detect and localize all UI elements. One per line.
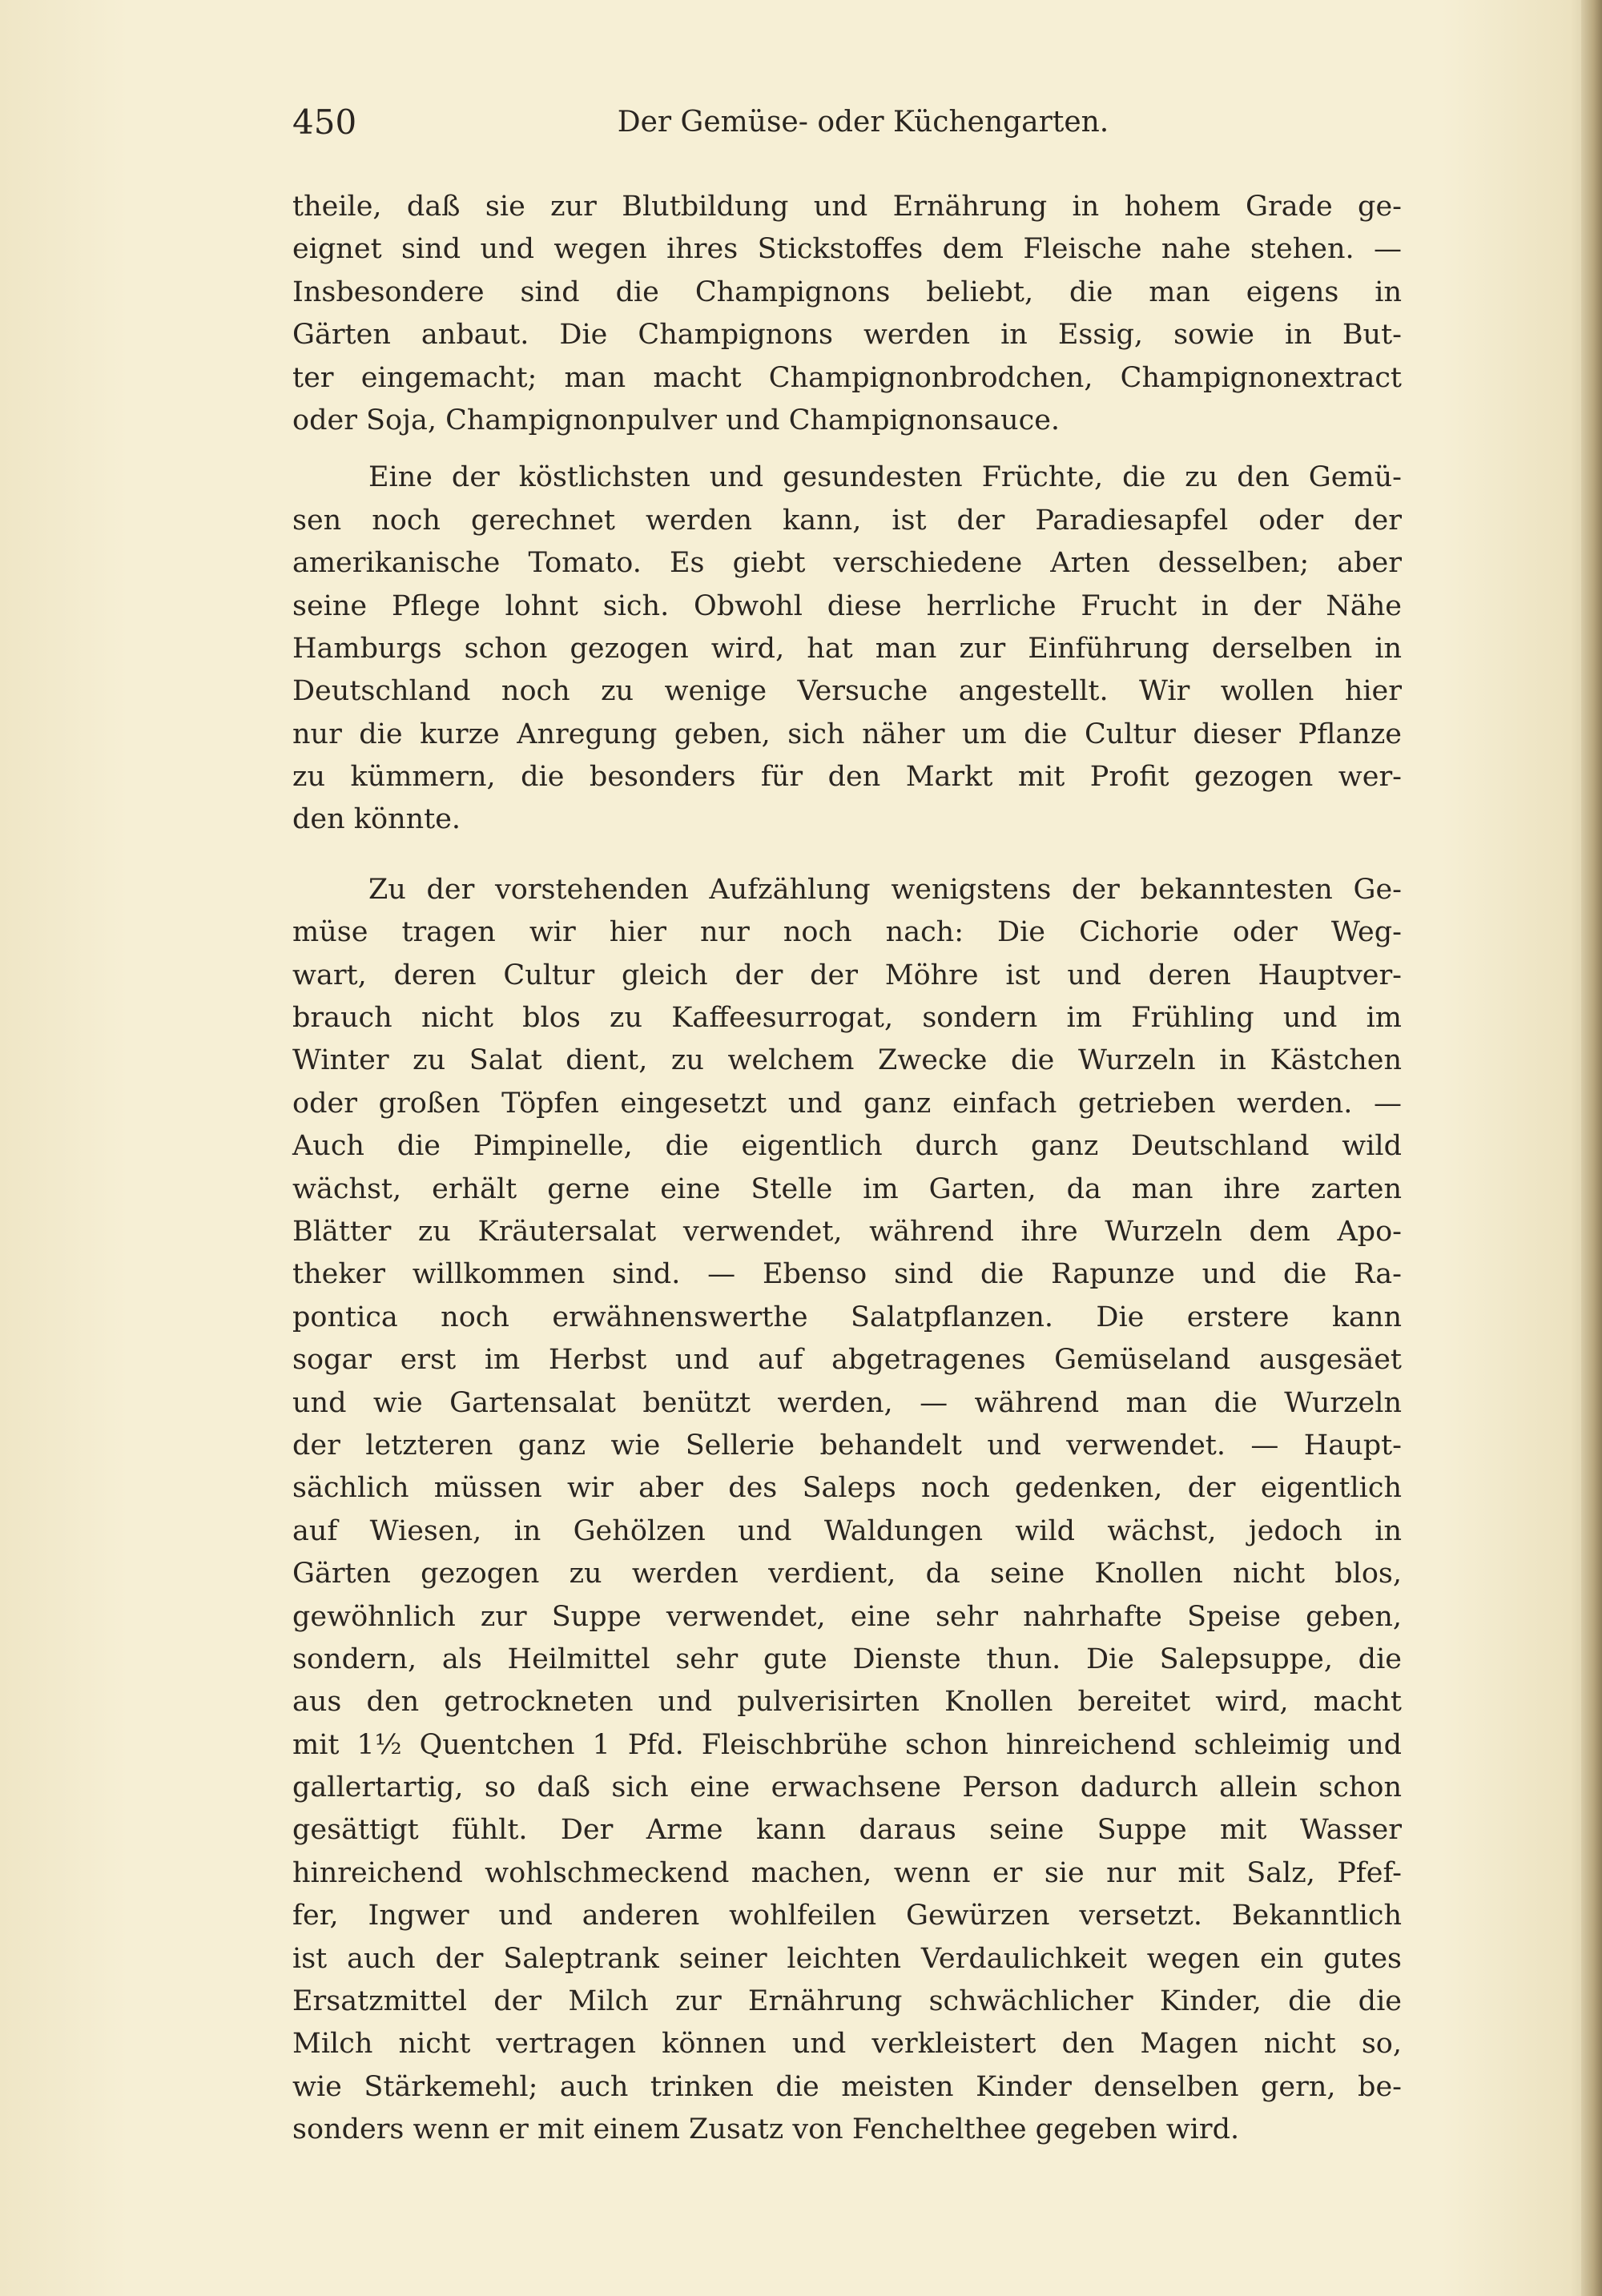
text-line: Deutschland noch zu wenige Versuche angestellt. Wir wollen hier	[292, 675, 1402, 708]
text-line: gallertartig, so daß sich eine erwachsene Person dadurch allein schon	[292, 1771, 1402, 1804]
text-line: oder Soja, Champignonpulver und Champignonsauce.	[292, 404, 1061, 436]
text-line: sondern, als Heilmittel sehr gute Dienste thun. Die Salepsuppe, die	[292, 1643, 1402, 1675]
text-line: oder großen Töpfen eingesetzt und ganz einfach getrieben werden. —	[292, 1087, 1402, 1120]
text-line: seine Pflege lohnt sich. Obwohl diese herrliche Frucht in der Nähe	[292, 589, 1402, 622]
text-line: aus den getrockneten und pulverisirten Knollen bereitet wird, macht	[292, 1686, 1402, 1719]
paragraph	[292, 456, 1402, 842]
text-line: sogar erst im Herbst und auf abgetragenes Gemüseland ausgesäet	[292, 1344, 1402, 1377]
text-line: Blätter zu Kräutersalat verwendet, während ihre Wurzeln dem Apo-	[292, 1215, 1402, 1248]
text-line: pontica noch erwähnenswerthe Salatpflanzen. Die erstere kann	[292, 1301, 1402, 1333]
text-line: eignet sind und wegen ihres Stickstoffes dem Fleische nahe stehen. —	[292, 233, 1402, 266]
text-line: Hamburgs schon gezogen wird, hat man zur Einführung derselben in	[292, 632, 1402, 665]
text-line: sonders wenn er mit einem Zusatz von Fenchelthee gegeben wird.	[292, 2113, 1240, 2146]
text-line: brauch nicht blos zu Kaffeesurrogat, sondern im Frühling und im	[292, 1002, 1402, 1035]
text-line: Gärten gezogen zu werden verdient, da seine Knollen nicht blos,	[292, 1558, 1402, 1590]
text-line: ist auch der Saleptrank seiner leichten Verdaulichkeit wegen ein gutes	[292, 1942, 1402, 1975]
text-line: gewöhnlich zur Suppe verwendet, eine sehr nahrhafte Speise geben,	[292, 1600, 1402, 1633]
text-line: wächst, erhält gerne eine Stelle im Garten, da man ihre zarten	[292, 1172, 1402, 1205]
text-line: mit 1½ Quentchen 1 Pfd. Fleischbrühe schon hinreichend schleimig und	[292, 1728, 1402, 1761]
text-line: theile, daß sie zur Blutbildung und Ernährung in hohem Grade ge-	[292, 191, 1402, 223]
text-line: amerikanische Tomato. Es giebt verschiedene Arten desselben; aber	[292, 547, 1402, 580]
page-header	[292, 103, 1402, 151]
text-line: Gärten anbaut. Die Champignons werden in Essig, sowie in But-	[292, 319, 1402, 352]
page-edge	[1581, 0, 1602, 2296]
paragraph	[292, 869, 1402, 2152]
text-line: Ersatzmittel der Milch zur Ernährung schwächlicher Kinder, die die	[292, 1985, 1402, 2018]
text-line: hinreichend wohlschmeckend machen, wenn er sie nur mit Salz, Pfef-	[292, 1856, 1402, 1889]
text-line: nur die kurze Anregung geben, sich näher um die Cultur dieser Pflanze	[292, 718, 1402, 750]
page-body	[292, 186, 1402, 2165]
text-line: wart, deren Cultur gleich der der Möhre ist und deren Hauptver-	[292, 959, 1402, 991]
text-line: wie Stärkemehl; auch trinken die meisten Kinder denselben gern, be-	[292, 2070, 1402, 2103]
text-line: den könnte.	[292, 803, 461, 836]
text-line: und wie Gartensalat benützt werden, — während man die Wurzeln	[292, 1386, 1402, 1419]
text-line: gesättigt fühlt. Der Arme kann daraus seine Suppe mit Wasser	[292, 1814, 1402, 1847]
text-line: Milch nicht vertragen können und verkleistert den Magen nicht so,	[292, 2028, 1402, 2061]
text-line: Zu der vorstehenden Aufzählung wenigstens der bekanntesten Ge-	[368, 873, 1402, 906]
text-line: Eine der köstlichsten und gesundesten Früchte, die zu den Gemü-	[368, 461, 1402, 494]
text-line: auf Wiesen, in Gehölzen und Waldungen wild wächst, jedoch in	[292, 1514, 1402, 1547]
text-line: Auch die Pimpinelle, die eigentlich durch ganz Deutschland wild	[292, 1130, 1402, 1163]
running-title: Der Gemüse- oder Küchengarten.	[617, 106, 1109, 139]
text-line: ter eingemacht; man macht Champignonbrodchen, Champignonextract	[292, 361, 1402, 394]
text-line: müse tragen wir hier nur noch nach: Die Cichorie oder Weg-	[292, 916, 1402, 949]
text-line: fer, Ingwer und anderen wohlfeilen Gewürzen versetzt. Bekanntlich	[292, 1900, 1402, 1932]
text-line: theker willkommen sind. — Ebenso sind die Rapunze und die Ra-	[292, 1258, 1402, 1291]
text-line: zu kümmern, die besonders für den Markt mit Profit gezogen wer-	[292, 761, 1402, 794]
paragraph	[292, 186, 1402, 442]
text-line: sen noch gerechnet werden kann, ist der Paradiesapfel oder der	[292, 504, 1402, 537]
page-number: 450	[292, 103, 357, 142]
text-line: der letzteren ganz wie Sellerie behandelt und verwendet. — Haupt-	[292, 1429, 1402, 1462]
text-line: Winter zu Salat dient, zu welchem Zwecke die Wurzeln in Kästchen	[292, 1044, 1402, 1077]
text-line: sächlich müssen wir aber des Saleps noch gedenken, der eigentlich	[292, 1472, 1402, 1505]
text-line: Insbesondere sind die Champignons beliebt, die man eigens in	[292, 275, 1402, 308]
